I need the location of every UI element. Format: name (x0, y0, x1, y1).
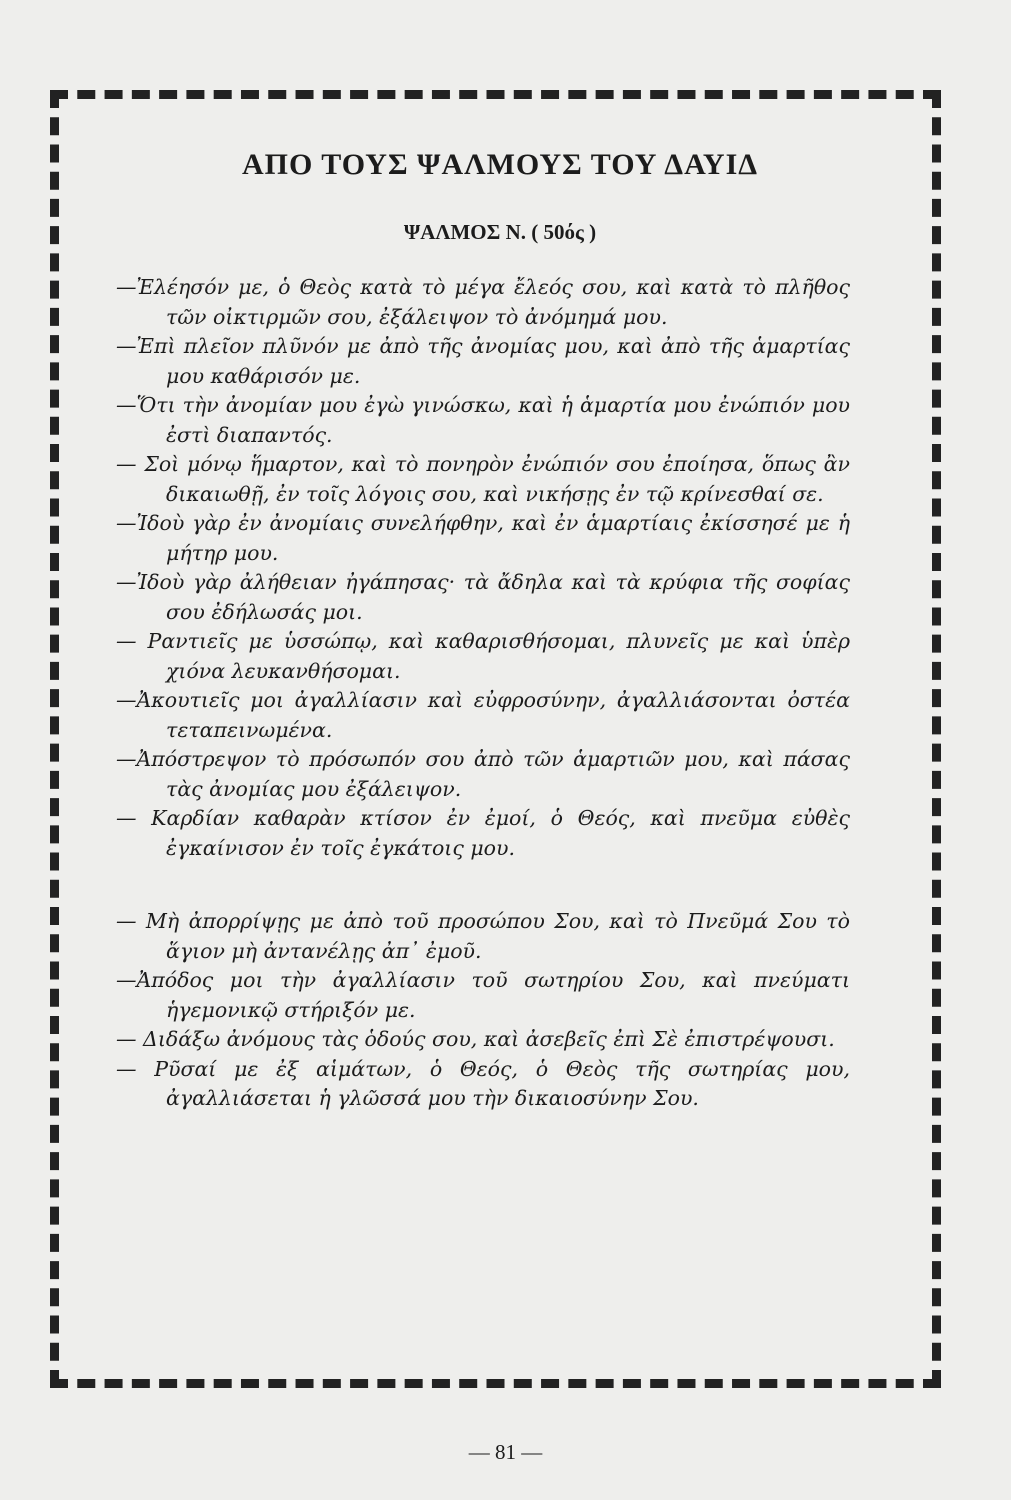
psalm-heading: ΨΑΛΜΟΣ Ν. ( 50ός ) (403, 220, 597, 244)
verse: — Διδάξω ἀνόμους τὰς ὁδούς σου, καὶ ἀσεβεῖς ἐπὶ Σὲ ἐπιστρέψουσι. (116, 1027, 835, 1051)
verse: —Ἐλέησόν με, ὁ Θεὸς κατὰ τὸ μέγα ἔλεός σου, καὶ κατὰ τὸ πλῆθος τῶν οἰκτιρμῶν σου, ἐξάλειψον τὸ ἀνόμημά μου. (116, 275, 850, 329)
verse: — Ραντιεῖς με ὑσσώπῳ, καὶ καθαρισθήσομαι, πλυνεῖς με καὶ ὑπὲρ χιόνα λευκανθήσομαι. (116, 629, 850, 683)
verse: —Ἰδοὺ γὰρ ἀλήθειαν ἠγάπησας· τὰ ἄδηλα καὶ τὰ κρύφια τῆς σοφίας σου ἐδήλωσάς μοι. (116, 570, 850, 624)
verse: —Ἰδοὺ γὰρ ἐν ἀνομίαις συνελήφθην, καὶ ἐν ἁμαρτίαις ἐκίσσησέ με ἡ μήτηρ μου. (116, 511, 850, 565)
verse: — Ρῦσαί με ἐξ αἱμάτων, ὁ Θεός, ὁ Θεὸς τῆς σωτηρίας μου, ἀγαλλιάσεται ἡ γλῶσσά μου τὴν δικαιοσύνην Σου. (116, 1056, 850, 1110)
verse: — Καρδίαν καθαρὰν κτίσον ἐν ἐμοί, ὁ Θεός, καὶ πνεῦμα εὐθὲς ἐγκαίνισον ἐν τοῖς ἐγκάτοις μου. (116, 806, 850, 860)
verse: —Ἀπόδος μοι τὴν ἀγαλλίασιν τοῦ σωτηρίου Σου, καὶ πνεύματι ἡγεμονικῷ στήριξόν με. (116, 968, 850, 1022)
verse: —Ἀπόστρεψον τὸ πρόσωπόν σου ἀπὸ τῶν ἁμαρτιῶν μου, καὶ πάσας τὰς ἀνομίας μου ἐξάλειψον. (116, 747, 850, 801)
page-title: ΑΠΟ ΤΟΥΣ ΨΑΛΜΟΥΣ ΤΟΥ ΔΑΥΙΔ (241, 148, 759, 181)
verse: —Ἀκουτιεῖς μοι ἀγαλλίασιν καὶ εὐφροσύνην, ἀγαλλιάσονται ὀστέα τεταπεινωμένα. (116, 688, 850, 742)
verse: — Σοὶ μόνῳ ἥμαρτον, καὶ τὸ πονηρὸν ἐνώπιόν σου ἐποίησα, ὅπως ἂν δικαιωθῇ, ἐν τοῖς λόγοις σου, καὶ νικήσῃς ἐν τῷ κρίνεσθαί σε. (116, 452, 850, 506)
verse-list (116, 273, 850, 1114)
verse: — Μὴ ἀπορρίψῃς με ἀπὸ τοῦ προσώπου Σου, καὶ τὸ Πνεῦμά Σου τὸ ἅγιον μὴ ἀντανέλῃς ἀπ᾿ ἐμοῦ. (116, 909, 850, 963)
psalm-content (116, 148, 850, 1114)
verse: —Ὅτι τὴν ἀνομίαν μου ἐγὼ γινώσκω, καὶ ἡ ἁμαρτία μου ἐνώπιόν μου ἐστὶ διαπαντός. (116, 393, 850, 447)
verse: —Ἐπὶ πλεῖον πλῦνόν με ἀπὸ τῆς ἀνομίας μου, καὶ ἀπὸ τῆς ἁμαρτίας μου καθάρισόν με. (116, 334, 850, 388)
page-number: — 81 — (468, 1440, 543, 1464)
